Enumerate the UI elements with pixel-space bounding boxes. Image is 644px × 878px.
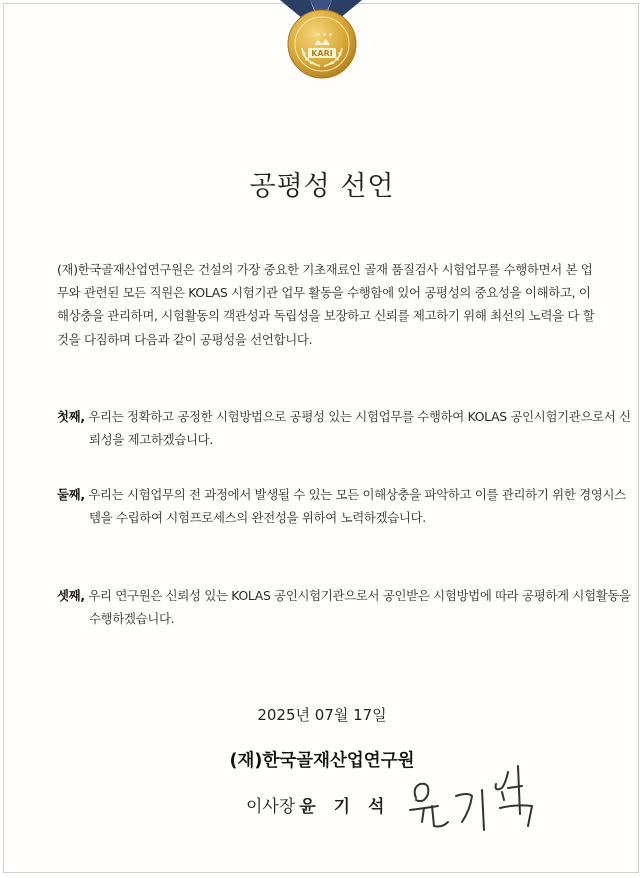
- pledge-ordinal: 셋째,: [57, 588, 85, 603]
- organization-name: (재)한국골재산업연구원: [229, 751, 415, 771]
- pledge-ordinal: 첫째,: [57, 409, 85, 424]
- pledge-text: 우리는 정확하고 공정한 시험방법으로 공평성 있는 시험업무를 수행하여 KOLAS 공인시험기관으로서 신뢰성을 제고하겠습니다.: [84, 409, 631, 448]
- page-title: 공평성 선언: [249, 171, 395, 202]
- pledge-item-3: [57, 584, 634, 630]
- emblem-text: KARI: [311, 49, 333, 58]
- intro-paragraph: (재)한국골재산업연구원은 건설의 가장 중요한 기초재료인 골재 품질검사 시험업무를 수행하면서 본 업무와 관련된 모든 직원은 KOLAS 시험기관 업무 활동을 수행함에 있어 공평성의 중요성을 이해하고, 이해상충을 관리하며, 시험활동의 객관성과 독립성을 보장하고 신뢰를 제고하기 위해 최선의 노력을 다 할 것을 다짐하며 다음과 같이 공평성을 선언합니다.: [57, 262, 595, 347]
- representative: [246, 792, 390, 817]
- representative-name: 윤 기 석: [299, 797, 391, 817]
- handwritten-signature: [398, 748, 548, 848]
- representative-role: 이사장: [246, 797, 296, 817]
- pledge-ordinal: 둘째,: [57, 487, 85, 502]
- declaration-date: 2025년 07월 17일: [257, 706, 387, 724]
- svg-text:★ ★ ★: ★ ★ ★: [316, 32, 333, 38]
- pledge-text: 우리는 시험업무의 전 과정에서 발생될 수 있는 모든 이해상충을 파악하고 이를 관리하기 위한 경영시스템을 수립하여 시험프로세스의 완전성을 위하여 노력하겠습니다.: [84, 487, 626, 526]
- pledge-text: 우리 연구원은 신뢰성 있는 KOLAS 공인시험기관으로서 공인받은 시험방법에 따라 공평하게 시험활동을 수행하겠습니다.: [84, 588, 631, 627]
- pledge-item-1: [57, 405, 634, 451]
- pledge-item-2: [57, 483, 634, 529]
- medal-emblem-icon: [286, 8, 358, 80]
